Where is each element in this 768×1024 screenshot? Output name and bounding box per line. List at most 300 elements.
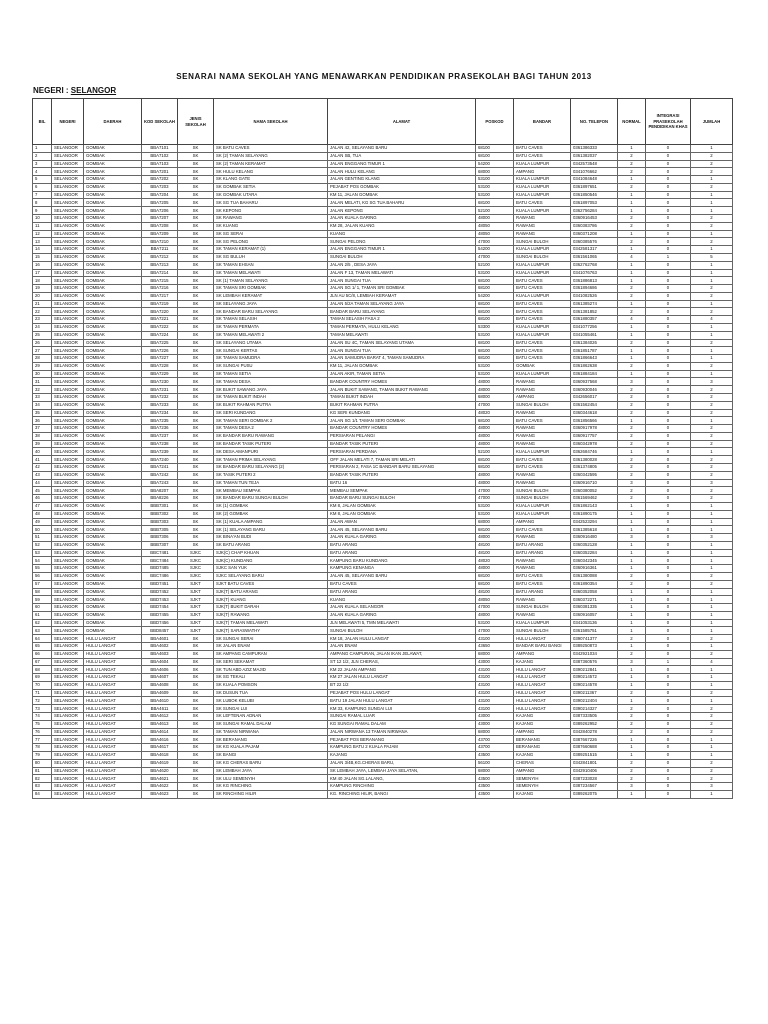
table-row bbox=[33, 744, 733, 752]
cell-alamat: TAMAN SELASIH FASA 2 bbox=[328, 316, 476, 324]
cell-normal: 1 bbox=[618, 370, 646, 378]
cell-jenis: SK bbox=[178, 378, 214, 386]
cell-jumlah: 2 bbox=[691, 495, 733, 503]
cell-bandar: BATU ARANG bbox=[514, 549, 571, 557]
cell-alamat: JALAN 5/2A TAMAN SELAYANG JAYA bbox=[328, 300, 476, 308]
cell-telefon: 0341077256 bbox=[571, 323, 618, 331]
cell-kod: BBA7215 bbox=[142, 277, 178, 285]
cell-bandar: SUNGAI BULOH bbox=[514, 604, 571, 612]
cell-kod: BBB7301 bbox=[142, 502, 178, 510]
table-row bbox=[33, 689, 733, 697]
cell-jumlah: 2 bbox=[691, 689, 733, 697]
cell-jumlah: 1 bbox=[691, 565, 733, 573]
cell-integrasi: 0 bbox=[646, 635, 691, 643]
cell-normal: 2 bbox=[618, 238, 646, 246]
school-table bbox=[32, 98, 733, 799]
cell-bandar: BATU CAVES bbox=[514, 417, 571, 425]
cell-jumlah: 1 bbox=[691, 526, 733, 534]
cell-integrasi: 0 bbox=[646, 191, 691, 199]
cell-daerah: GOMBAK bbox=[84, 557, 142, 565]
cell-integrasi: 0 bbox=[646, 759, 691, 767]
cell-negeri: SELANGOR bbox=[52, 347, 84, 355]
cell-bil: 2 bbox=[33, 152, 52, 160]
cell-alamat: KM 22 JALAN AMPANG bbox=[328, 666, 476, 674]
cell-jumlah: 2 bbox=[691, 487, 733, 495]
cell-poskod: 68000 bbox=[476, 518, 514, 526]
cell-alamat: JALAN 45, SELAYANG BARU bbox=[328, 572, 476, 580]
cell-bil: 20 bbox=[33, 292, 52, 300]
cell-daerah: GOMBAK bbox=[84, 432, 142, 440]
cell-bandar: BATU CAVES bbox=[514, 347, 571, 355]
cell-daerah: HULU LANGAT bbox=[84, 790, 142, 798]
cell-bil: 61 bbox=[33, 611, 52, 619]
cell-negeri: SELANGOR bbox=[52, 479, 84, 487]
cell-integrasi: 0 bbox=[646, 386, 691, 394]
cell-negeri: SELANGOR bbox=[52, 300, 84, 308]
cell-bil: 22 bbox=[33, 308, 52, 316]
table-row bbox=[33, 736, 733, 744]
cell-negeri: SELANGOR bbox=[52, 176, 84, 184]
cell-normal: 2 bbox=[618, 292, 646, 300]
cell-alamat: JALAN NIRWANA 13 TAMAN NIRWANA bbox=[328, 728, 476, 736]
cell-integrasi: 0 bbox=[646, 176, 691, 184]
cell-poskod: 48000 bbox=[476, 534, 514, 542]
cell-jenis: SK bbox=[178, 168, 214, 176]
cell-nama-sekolah: SJK(T) RAWANG bbox=[214, 611, 328, 619]
cell-bil: 31 bbox=[33, 378, 52, 386]
cell-integrasi: 0 bbox=[646, 246, 691, 254]
cell-bandar: KUALA LUMPUR bbox=[514, 323, 571, 331]
cell-negeri: SELANGOR bbox=[52, 183, 84, 191]
state-value: SELANGOR bbox=[70, 86, 117, 95]
cell-bandar: BATU CAVES bbox=[514, 152, 571, 160]
cell-bandar: KUALA LUMPUR bbox=[514, 510, 571, 518]
cell-daerah: HULU LANGAT bbox=[84, 666, 142, 674]
cell-poskod: 43100 bbox=[476, 674, 514, 682]
cell-daerah: GOMBAK bbox=[84, 409, 142, 417]
cell-kod: BBA4604 bbox=[142, 658, 178, 666]
cell-bandar: KAJANG bbox=[514, 751, 571, 759]
table-row bbox=[33, 191, 733, 199]
table-row bbox=[33, 238, 733, 246]
cell-telefon: 0360916057 bbox=[571, 611, 618, 619]
cell-daerah: HULU LANGAT bbox=[84, 681, 142, 689]
cell-telefon: 0342840278 bbox=[571, 728, 618, 736]
cell-nama-sekolah: SK TAMAN KERAMAT (1) bbox=[214, 246, 328, 254]
cell-daerah: GOMBAK bbox=[84, 611, 142, 619]
cell-daerah: GOMBAK bbox=[84, 152, 142, 160]
cell-jumlah: 1 bbox=[691, 697, 733, 705]
cell-bandar: SUNGAI BULOH bbox=[514, 401, 571, 409]
cell-telefon: 0342581317 bbox=[571, 246, 618, 254]
cell-poskod: 52100 bbox=[476, 261, 514, 269]
cell-kod: BBA7201 bbox=[142, 168, 178, 176]
cell-jenis: SJKT bbox=[178, 627, 214, 635]
cell-jumlah: 1 bbox=[691, 355, 733, 363]
cell-telefon: 0361886813 bbox=[571, 277, 618, 285]
cell-jenis: SK bbox=[178, 697, 214, 705]
table-row bbox=[33, 596, 733, 604]
cell-integrasi: 0 bbox=[646, 775, 691, 783]
cell-normal: 2 bbox=[618, 487, 646, 495]
cell-jumlah: 1 bbox=[691, 199, 733, 207]
cell-bandar: CHERAS bbox=[514, 759, 571, 767]
table-row bbox=[33, 409, 733, 417]
table-row bbox=[33, 269, 733, 277]
cell-jenis: SK bbox=[178, 238, 214, 246]
cell-poskod: 48050 bbox=[476, 222, 514, 230]
cell-normal: 2 bbox=[618, 432, 646, 440]
cell-kod: BBC7484 bbox=[142, 557, 178, 565]
cell-telefon: 0387667226 bbox=[571, 736, 618, 744]
cell-bil: 19 bbox=[33, 285, 52, 293]
cell-daerah: GOMBAK bbox=[84, 580, 142, 588]
cell-jumlah: 2 bbox=[691, 775, 733, 783]
cell-integrasi: 0 bbox=[646, 736, 691, 744]
cell-nama-sekolah: SK KEPONG bbox=[214, 207, 328, 215]
cell-jenis: SK bbox=[178, 674, 214, 682]
cell-kod: BBA4601 bbox=[142, 635, 178, 643]
cell-normal: 1 bbox=[618, 681, 646, 689]
cell-jenis: SK bbox=[178, 331, 214, 339]
table-row bbox=[33, 681, 733, 689]
cell-telefon: 0361890175 bbox=[571, 510, 618, 518]
cell-jumlah: 1 bbox=[691, 347, 733, 355]
cell-nama-sekolah: SK KG KUALA PAJAM bbox=[214, 744, 328, 752]
cell-jumlah: 1 bbox=[691, 502, 733, 510]
cell-bil: 58 bbox=[33, 588, 52, 596]
cell-poskod: 68100 bbox=[476, 464, 514, 472]
cell-jenis: SJKT bbox=[178, 604, 214, 612]
cell-poskod: 68100 bbox=[476, 572, 514, 580]
cell-daerah: GOMBAK bbox=[84, 253, 142, 261]
cell-kod: BBA4623 bbox=[142, 790, 178, 798]
cell-kod: BBA7243 bbox=[142, 479, 178, 487]
table-header-row bbox=[33, 99, 733, 145]
cell-nama-sekolah: SK (2) TAMAN KERAMAT bbox=[214, 160, 328, 168]
cell-daerah: GOMBAK bbox=[84, 199, 142, 207]
cell-daerah: HULU LANGAT bbox=[84, 650, 142, 658]
cell-bandar: HULU LANGAT bbox=[514, 666, 571, 674]
cell-nama-sekolah: SK SG PELONG bbox=[214, 238, 328, 246]
cell-nama-sekolah: SK BATU CAVES bbox=[214, 145, 328, 153]
table-row bbox=[33, 292, 733, 300]
cell-alamat: SUNGAI PELONG bbox=[328, 238, 476, 246]
cell-integrasi: 0 bbox=[646, 471, 691, 479]
cell-negeri: SELANGOR bbox=[52, 502, 84, 510]
cell-alamat: BANDAR TASIK PUTERI bbox=[328, 471, 476, 479]
cell-daerah: GOMBAK bbox=[84, 572, 142, 580]
cell-bil: 21 bbox=[33, 300, 52, 308]
cell-bandar: HULU LANGAT bbox=[514, 681, 571, 689]
cell-negeri: SELANGOR bbox=[52, 323, 84, 331]
cell-integrasi: 0 bbox=[646, 292, 691, 300]
cell-bandar: BATU CAVES bbox=[514, 285, 571, 293]
table-row bbox=[33, 720, 733, 728]
cell-bil: 24 bbox=[33, 323, 52, 331]
cell-jumlah: 1 bbox=[691, 611, 733, 619]
cell-poskod: 47000 bbox=[476, 401, 514, 409]
cell-telefon: 0341055461 bbox=[571, 331, 618, 339]
cell-nama-sekolah: SK SUNGAI KERTAS bbox=[214, 347, 328, 355]
cell-nama-sekolah: SK SG SERAI bbox=[214, 230, 328, 238]
cell-jumlah: 2 bbox=[691, 292, 733, 300]
cell-jenis: SK bbox=[178, 534, 214, 542]
cell-bil: 73 bbox=[33, 705, 52, 713]
cell-telefon: 0341082526 bbox=[571, 292, 618, 300]
table-row bbox=[33, 425, 733, 433]
cell-telefon: 0342910406 bbox=[571, 767, 618, 775]
cell-negeri: SELANGOR bbox=[52, 541, 84, 549]
cell-negeri: SELANGOR bbox=[52, 526, 84, 534]
header-no-telefon: NO. TELEFON bbox=[571, 99, 618, 145]
cell-negeri: SELANGOR bbox=[52, 269, 84, 277]
cell-bil: 65 bbox=[33, 643, 52, 651]
cell-nama-sekolah: SK (2) TAMAN SELAYANG bbox=[214, 152, 328, 160]
cell-bandar: HULU LANGAT bbox=[514, 635, 571, 643]
cell-nama-sekolah: SJK(T) KUANG bbox=[214, 596, 328, 604]
cell-alamat: KM 28, JALAN KUANG bbox=[328, 222, 476, 230]
cell-alamat: JALAN SG 1/ 1, TAMAN SRI GOMBAK bbox=[328, 285, 476, 293]
cell-alamat: KG SUNGAI RAMAL DALAM bbox=[328, 720, 476, 728]
cell-poskod: 53100 bbox=[476, 269, 514, 277]
cell-telefon: 0342656017 bbox=[571, 394, 618, 402]
cell-telefon: 0360916453 bbox=[571, 215, 618, 223]
cell-daerah: GOMBAK bbox=[84, 215, 142, 223]
cell-jumlah: 1 bbox=[691, 619, 733, 627]
cell-jenis: SK bbox=[178, 666, 214, 674]
cell-jumlah: 2 bbox=[691, 308, 733, 316]
cell-poskod: 54200 bbox=[476, 246, 514, 254]
cell-negeri: SELANGOR bbox=[52, 355, 84, 363]
cell-normal: 1 bbox=[618, 448, 646, 456]
cell-daerah: GOMBAK bbox=[84, 619, 142, 627]
cell-bandar: KUALA LUMPUR bbox=[514, 246, 571, 254]
cell-telefon: 0360372271 bbox=[571, 596, 618, 604]
cell-telefon: 0360383786 bbox=[571, 222, 618, 230]
cell-poskod: 48000 bbox=[476, 479, 514, 487]
cell-jumlah: 1 bbox=[691, 666, 733, 674]
cell-jumlah: 1 bbox=[691, 604, 733, 612]
cell-negeri: SELANGOR bbox=[52, 308, 84, 316]
cell-bil: 42 bbox=[33, 464, 52, 472]
table-row bbox=[33, 510, 733, 518]
cell-bandar: SEMENYIH bbox=[514, 775, 571, 783]
cell-kod: BBA7205 bbox=[142, 199, 178, 207]
table-row bbox=[33, 230, 733, 238]
cell-normal: 2 bbox=[618, 728, 646, 736]
cell-poskod: 53100 bbox=[476, 370, 514, 378]
cell-daerah: HULU LANGAT bbox=[84, 705, 142, 713]
cell-negeri: SELANGOR bbox=[52, 409, 84, 417]
cell-integrasi: 0 bbox=[646, 168, 691, 176]
cell-telefon: 0387333505 bbox=[571, 713, 618, 721]
cell-kod: BBA7233 bbox=[142, 401, 178, 409]
cell-jumlah: 2 bbox=[691, 386, 733, 394]
cell-bil: 62 bbox=[33, 619, 52, 627]
table-row bbox=[33, 627, 733, 635]
cell-bandar: KUALA LUMPUR bbox=[514, 619, 571, 627]
cell-normal: 2 bbox=[618, 495, 646, 503]
cell-integrasi: 0 bbox=[646, 643, 691, 651]
cell-bil: 76 bbox=[33, 728, 52, 736]
cell-jenis: SK bbox=[178, 339, 214, 347]
cell-poskod: 53100 bbox=[476, 331, 514, 339]
table-row bbox=[33, 285, 733, 293]
cell-kod: BBA7235 bbox=[142, 417, 178, 425]
cell-daerah: GOMBAK bbox=[84, 347, 142, 355]
cell-bandar: RAWANG bbox=[514, 596, 571, 604]
cell-bandar: RAWANG bbox=[514, 378, 571, 386]
cell-negeri: SELANGOR bbox=[52, 464, 84, 472]
cell-bil: 59 bbox=[33, 596, 52, 604]
cell-jumlah: 2 bbox=[691, 471, 733, 479]
cell-telefon: 0360352058 bbox=[571, 588, 618, 596]
cell-normal: 1 bbox=[618, 277, 646, 285]
cell-alamat: PEJABAT POS HULU LANGAT bbox=[328, 689, 476, 697]
cell-nama-sekolah: SK GOMBAK SETIA bbox=[214, 183, 328, 191]
cell-kod: BBA4616 bbox=[142, 736, 178, 744]
cell-jenis: SJKC bbox=[178, 565, 214, 573]
cell-bandar: RAWANG bbox=[514, 222, 571, 230]
cell-nama-sekolah: SK RINCHING HILIR bbox=[214, 790, 328, 798]
cell-jenis: SK bbox=[178, 775, 214, 783]
table-row bbox=[33, 300, 733, 308]
cell-bandar: KUALA LUMPUR bbox=[514, 191, 571, 199]
cell-daerah: GOMBAK bbox=[84, 269, 142, 277]
cell-jenis: SK bbox=[178, 635, 214, 643]
cell-jenis: SK bbox=[178, 222, 214, 230]
cell-telefon: 0361380028 bbox=[571, 456, 618, 464]
cell-normal: 2 bbox=[618, 409, 646, 417]
cell-telefon: 0387233028 bbox=[571, 775, 618, 783]
cell-nama-sekolah: SJKC SELAYANG BARU bbox=[214, 572, 328, 580]
cell-bil: 28 bbox=[33, 355, 52, 363]
cell-telefon: 0341076763 bbox=[571, 269, 618, 277]
cell-integrasi: 0 bbox=[646, 401, 691, 409]
cell-bandar: BATU CAVES bbox=[514, 355, 571, 363]
cell-daerah: HULU LANGAT bbox=[84, 720, 142, 728]
cell-alamat: ST 12 1/2, JLN CHERAS, bbox=[328, 658, 476, 666]
cell-bil: 8 bbox=[33, 199, 52, 207]
cell-kod: BBA4611 bbox=[142, 705, 178, 713]
cell-normal: 2 bbox=[618, 386, 646, 394]
cell-alamat: KAMPUNG KENANGA bbox=[328, 565, 476, 573]
cell-negeri: SELANGOR bbox=[52, 751, 84, 759]
cell-nama-sekolah: SK RAWANG bbox=[214, 215, 328, 223]
cell-daerah: GOMBAK bbox=[84, 207, 142, 215]
cell-alamat: AMPANG CAMPURAN, JALAN IKAN JELAWAT, bbox=[328, 650, 476, 658]
cell-poskod: 68100 bbox=[476, 308, 514, 316]
cell-integrasi: 0 bbox=[646, 339, 691, 347]
cell-jumlah: 2 bbox=[691, 339, 733, 347]
cell-telefon: 0360916480 bbox=[571, 534, 618, 542]
cell-poskod: 43100 bbox=[476, 705, 514, 713]
document-title: SENARAI NAMA SEKOLAH YANG MENAWARKAN PENDIDIKAN PRASEKOLAH BAGI TAHUN 2013 bbox=[176, 72, 592, 81]
cell-negeri: SELANGOR bbox=[52, 448, 84, 456]
cell-kod: BBA7225 bbox=[142, 339, 178, 347]
cell-jumlah: 1 bbox=[691, 277, 733, 285]
cell-normal: 1 bbox=[618, 176, 646, 184]
cell-negeri: SELANGOR bbox=[52, 611, 84, 619]
cell-bil: 16 bbox=[33, 261, 52, 269]
cell-negeri: SELANGOR bbox=[52, 394, 84, 402]
cell-alamat: KUANG bbox=[328, 596, 476, 604]
cell-telefon: 0390741377 bbox=[571, 635, 618, 643]
cell-poskod: 43100 bbox=[476, 666, 514, 674]
cell-alamat: KAMPUNG BARU KUNDANG bbox=[328, 557, 476, 565]
cell-bil: 74 bbox=[33, 713, 52, 721]
cell-daerah: HULU LANGAT bbox=[84, 751, 142, 759]
cell-alamat: JALAN AKIR, TAMAN SETIA bbox=[328, 370, 476, 378]
cell-integrasi: 0 bbox=[646, 557, 691, 565]
cell-daerah: GOMBAK bbox=[84, 627, 142, 635]
cell-bil: 23 bbox=[33, 316, 52, 324]
cell-poskod: 43500 bbox=[476, 783, 514, 791]
cell-jenis: SK bbox=[178, 269, 214, 277]
cell-poskod: 43100 bbox=[476, 697, 514, 705]
cell-jenis: SK bbox=[178, 394, 214, 402]
cell-telefon: 0362756284 bbox=[571, 207, 618, 215]
cell-negeri: SELANGOR bbox=[52, 666, 84, 674]
cell-integrasi: 0 bbox=[646, 370, 691, 378]
cell-normal: 1 bbox=[618, 557, 646, 565]
cell-nama-sekolah: SK SG TUA BAHARU bbox=[214, 199, 328, 207]
cell-alamat: SUNGAI RAMAL LUAR bbox=[328, 713, 476, 721]
cell-normal: 2 bbox=[618, 720, 646, 728]
cell-jenis: SK bbox=[178, 230, 214, 238]
cell-jumlah: 1 bbox=[691, 417, 733, 425]
cell-jumlah: 1 bbox=[691, 736, 733, 744]
cell-nama-sekolah: SK TAMAN SETIA bbox=[214, 370, 328, 378]
cell-alamat: JALAN ENAM bbox=[328, 643, 476, 651]
cell-poskod: 48000 bbox=[476, 432, 514, 440]
cell-alamat: JLN MELAWATI 5, TMN MELAWATI bbox=[328, 619, 476, 627]
cell-bil: 32 bbox=[33, 386, 52, 394]
cell-alamat: BATU ARANG bbox=[328, 541, 476, 549]
cell-kod: BBA7241 bbox=[142, 464, 178, 472]
cell-poskod: 43500 bbox=[476, 751, 514, 759]
cell-daerah: GOMBAK bbox=[84, 230, 142, 238]
cell-alamat: KM 27 JALAN HULU LANGAT bbox=[328, 674, 476, 682]
cell-alamat: KM 33, KAMPUNG SUNGAI LUI bbox=[328, 705, 476, 713]
cell-negeri: SELANGOR bbox=[52, 635, 84, 643]
table-row bbox=[33, 471, 733, 479]
cell-alamat: BATU ARANG bbox=[328, 549, 476, 557]
cell-negeri: SELANGOR bbox=[52, 199, 84, 207]
cell-poskod: 48000 bbox=[476, 425, 514, 433]
cell-jenis: SK bbox=[178, 518, 214, 526]
cell-bandar: BATU CAVES bbox=[514, 580, 571, 588]
cell-alamat: BANDAR COUNTRY HOMES bbox=[328, 378, 476, 386]
cell-bil: 13 bbox=[33, 238, 52, 246]
cell-integrasi: 0 bbox=[646, 440, 691, 448]
cell-bil: 6 bbox=[33, 183, 52, 191]
cell-bil: 71 bbox=[33, 689, 52, 697]
cell-negeri: SELANGOR bbox=[52, 432, 84, 440]
cell-kod: BBA7210 bbox=[142, 238, 178, 246]
cell-daerah: GOMBAK bbox=[84, 487, 142, 495]
cell-jenis: SK bbox=[178, 292, 214, 300]
cell-nama-sekolah: SK BANGI bbox=[214, 751, 328, 759]
cell-telefon: 0361851787 bbox=[571, 347, 618, 355]
cell-alamat: JALAN SB, TUA bbox=[328, 152, 476, 160]
cell-bandar: BATU CAVES bbox=[514, 456, 571, 464]
cell-daerah: GOMBAK bbox=[84, 534, 142, 542]
cell-normal: 1 bbox=[618, 588, 646, 596]
cell-jumlah: 2 bbox=[691, 238, 733, 246]
table-row bbox=[33, 246, 733, 254]
